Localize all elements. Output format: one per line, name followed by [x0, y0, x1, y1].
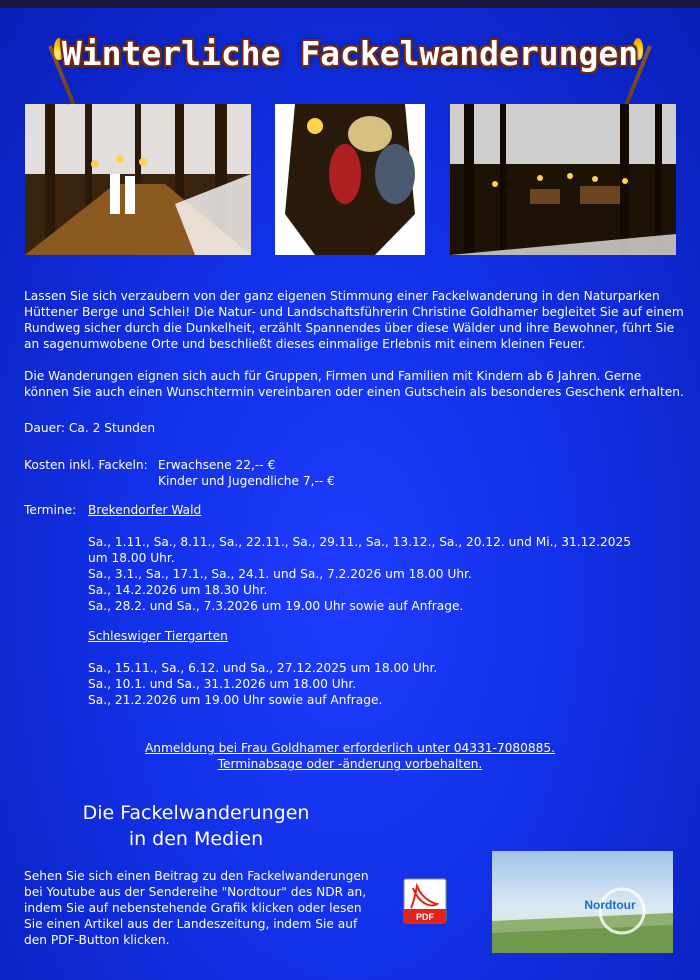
date-line: um 18.00 Uhr. [88, 551, 175, 565]
date-line: Sa., 28.2. und Sa., 7.3.2026 um 19.00 Uhr sowie auf Anfrage. [88, 599, 464, 613]
intro-text [24, 288, 684, 416]
date-line: Sa., 3.1., Sa., 17.1., Sa., 24.1. und Sa., 7.2.2026 um 18.00 Uhr. [88, 567, 472, 581]
pdf-label: PDF [416, 912, 434, 922]
location-link-tiergarten[interactable]: Schleswiger Tiergarten [88, 629, 228, 643]
registration-link[interactable]: Anmeldung bei Frau Goldhamer erforderlich unter 04331-7080885. [144, 741, 556, 755]
date-line: Sa., 10.1. und Sa., 31.1.2026 um 18.00 Uhr. [88, 677, 357, 691]
page-title: Winterliche Fackelwanderungen [61, 34, 639, 73]
registration-note [0, 740, 700, 772]
dates-list-tiergarten [88, 660, 684, 708]
pdf-icon[interactable] [403, 878, 447, 924]
torch-group-photo [275, 104, 425, 255]
cancellation-link[interactable]: Terminabsage oder -änderung vorbehalten. [217, 757, 483, 771]
costs-section [24, 457, 624, 489]
costs-children: Kinder und Jugendliche 7,-- € [158, 474, 335, 488]
forest-torches-photo [450, 104, 676, 255]
intro-paragraph: Lassen Sie sich verzaubern von der ganz eigenen Stimmung einer Fackelwanderung in den Naturparken Hüttener Berge und Schlei! Die Natur- und Landschaftsführerin Christine Goldhamer begleitet Sie auf einem Rundweg sicher durch die Dunkelheit, erzählt Spannendes über diese Wälder und ihre Bewohner, führt Sie an sagenumwobene Orte und beschließt dieses einmalige Erlebnis mit einem kleinen Feuer. [24, 289, 684, 351]
media-description: Sehen Sie sich einen Beitrag zu den Fackelwanderungen bei Youtube aus der Sendereihe "Nordtour" des NDR an, indem Sie auf nebenstehende Grafik klicken oder lesen Sie einen Artikel aus der Landeszeitung, indem Sie auf den PDF-Button klicken. [24, 869, 369, 947]
nordtour-logo: Nordtour [584, 898, 636, 912]
costs-label: Kosten inkl. Fackeln: [24, 458, 148, 472]
page-header [0, 8, 700, 98]
dates-label: Termine: [24, 503, 77, 517]
date-line: Sa., 15.11., Sa., 6.12. und Sa., 27.12.2025 um 18.00 Uhr. [88, 661, 438, 675]
media-heading-line: Die Fackelwanderungen [82, 802, 310, 824]
date-line: Sa., 1.11., Sa., 8.11., Sa., 22.11., Sa., 29.11., Sa., 13.12., Sa., 20.12. und Mi., 31.12.2025 [88, 535, 632, 549]
nordtour-video-thumbnail[interactable] [492, 851, 673, 953]
intro-paragraph: Die Wanderungen eignen sich auch für Gruppen, Firmen und Familien mit Kindern ab 6 Jahren. Gerne können Sie auch einen Wunschtermin vereinbaren oder einen Gutschein als besonderes Geschenk erhalten. [24, 369, 684, 399]
dates-list-brekendorf [88, 534, 684, 614]
date-line: Sa., 21.2.2026 um 19.00 Uhr sowie auf Anfrage. [88, 693, 383, 707]
duration-text: Dauer: Ca. 2 Stunden [24, 421, 156, 435]
costs-adults: Erwachsene 22,-- € [158, 458, 276, 472]
dates-section [24, 502, 684, 708]
torch-walk-photo [25, 104, 251, 255]
location-link-brekendorf[interactable]: Brekendorfer Wald [88, 503, 202, 517]
media-heading [40, 800, 352, 852]
media-heading-line: in den Medien [128, 828, 264, 850]
top-bar [0, 0, 700, 8]
date-line: Sa., 14.2.2026 um 18.30 Uhr. [88, 583, 268, 597]
